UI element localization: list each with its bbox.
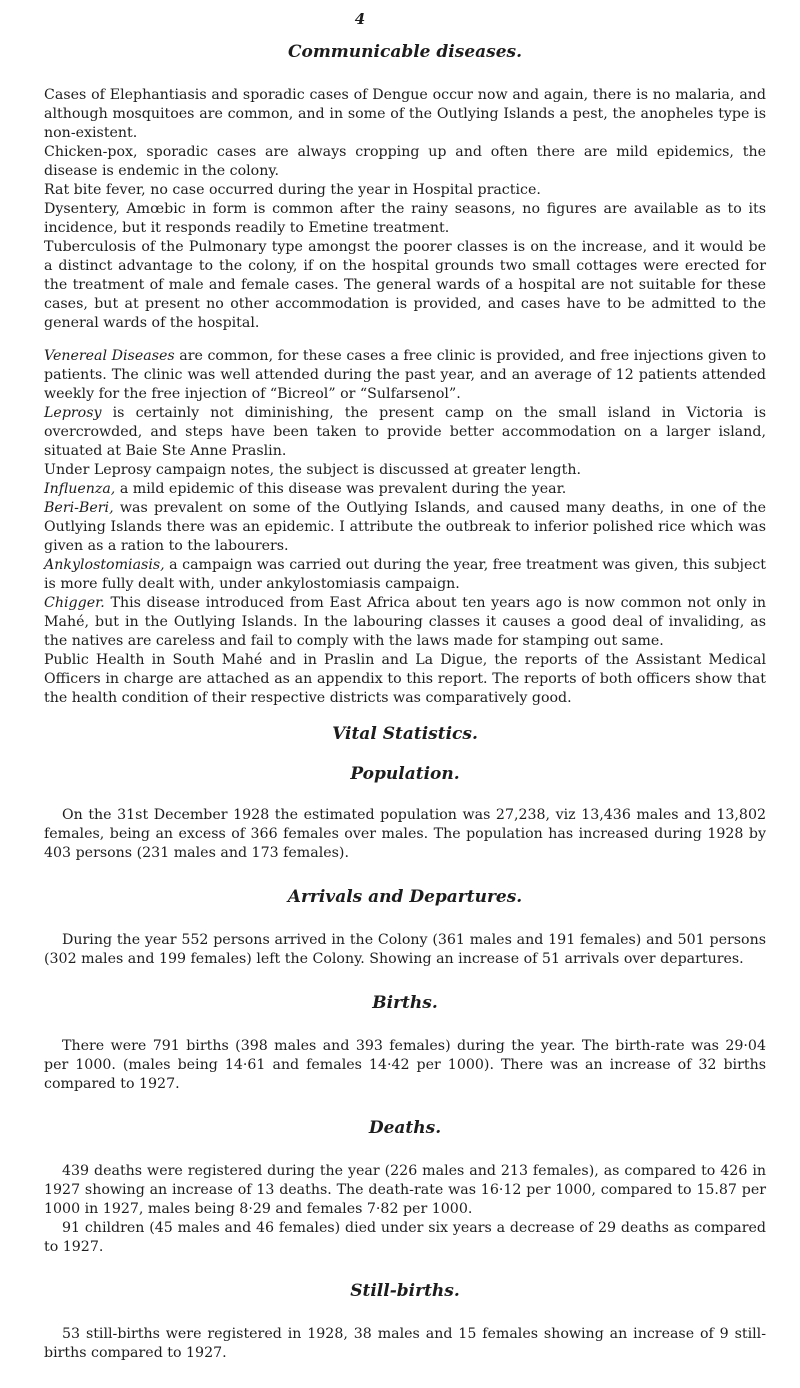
document-page [44,10,766,1363]
paragraph-population: On the 31st December 1928 the estimated population was 27,238, viz 13,436 males and 13,802 females, being an excess of 366 females over males. The population has increased during 1928 by 403 persons (231 males and 173 females). [44,807,766,861]
paragraph-rat-bite-fever: Rat bite fever, no case occurred during the year in Hospital practice. [44,182,541,198]
paragraph-births: There were 791 births (398 males and 393 females) during the year. The birth-rate was 29·04 per 1000. (males being 14·61 and females 14·42 per 1000). There was an increase of 32 births compared to 1927. [44,1038,766,1092]
paragraph-leprosy-note: Under Leprosy campaign notes, the subject is discussed at greater length. [44,462,581,478]
heading-still-births: Still-births. [350,1281,460,1301]
heading-communicable-diseases: Communicable diseases. [287,42,523,62]
text-influenza: a mild epidemic of this disease was prevalent during the year. [115,481,567,497]
paragraph-tuberculosis: Tuberculosis of the Pulmonary type amongst the poorer classes is on the increase, and it would be a distinct advantage to the colony, if on the hospital grounds two small cottages were erected for the treatment of male and female cases. The general wards of a hospital are not suitable for these cases, but at present no other accommodation is provided, and cases have to be admitted to the general wards of the hospital. [44,239,766,331]
paragraph-leprosy [44,404,766,461]
paragraph-still-births: 53 still-births were registered in 1928, 38 males and 15 females showing an increase of 9 still-births compared to 1927. [44,1326,766,1361]
heading-arrivals-departures: Arrivals and Departures. [287,887,523,907]
paragraph-child-deaths: 91 children (45 males and 46 females) died under six years a decrease of 29 deaths as compared to 1927. [44,1220,766,1255]
text-chigger: This disease introduced from East Africa about ten years ago is now common not only in Mahé, but in the Outlying Islands. In the labouring classes it causes a good deal of invaliding, as the natives are careless and fail to comply with the laws made for stamping out same. [44,595,766,649]
paragraph-beri-beri [44,499,766,556]
text-beri-beri: was prevalent on some of the Outlying Islands, and caused many deaths, in one of the Outlying Islands there was an epidemic. I attribute the outbreak to inferior polished rice which was given as a ration to the labourers. [44,500,766,554]
paragraph-arrivals: During the year 552 persons arrived in the Colony (361 males and 191 females) and 501 persons (302 males and 199 females) left the Colony. Showing an increase of 51 arrivals over departures. [44,932,766,967]
paragraph-deaths: 439 deaths were registered during the year (226 males and 213 females), as compared to 426 in 1927 showing an increase of 13 deaths. The death-rate was 16·12 per 1000, compared to 15.87 per 1000 in 1927, males being 8·29 and females 7·82 per 1000. [44,1163,766,1217]
term-beri-beri: Beri-Beri, [44,500,114,516]
page-number: 4 [354,10,366,28]
heading-births: Births. [372,993,438,1013]
text-venereal-diseases: are common, for these cases a free clinic is provided, and free injections given to patients. The clinic was well attended during the past year, and an average of 12 patients attended weekly for the free injection of “Bicreol” or “Sulfarsenol”. [44,348,767,402]
paragraph-influenza [44,480,766,499]
term-chigger: Chigger. [44,595,105,611]
text-ankylostomiasis: a campaign was carried out during the year, free treatment was given, this subject is more fully dealt with, under ankylostomiasis campaign. [44,557,766,592]
heading-deaths: Deaths. [368,1118,442,1138]
paragraph-chicken-pox: Chicken-pox, sporadic cases are always cropping up and often there are mild epidemics, the disease is endemic in the colony. [44,144,766,179]
heading-population: Population. [350,764,460,784]
paragraph-venereal-diseases [44,347,766,404]
term-ankylostomiasis: Ankylostomiasis, [44,557,165,573]
text-leprosy: is certainly not diminishing, the present camp on the small island in Victoria is overcrowded, and steps have been taken to provide better accommodation on a larger island, situated at Baie Ste Anne Praslin. [44,405,766,459]
paragraph-elephantiasis: Cases of Elephantiasis and sporadic cases of Dengue occur now and again, there is no malaria, and although mosquitoes are common, and in some of the Outlying Islands a pest, the anopheles type is non-existent. [44,87,766,141]
heading-vital-statistics: Vital Statistics. [332,724,478,744]
paragraph-chigger [44,594,766,651]
term-leprosy: Leprosy [44,405,102,421]
paragraph-ankylostomiasis [44,556,766,594]
term-influenza: Influenza, [44,481,116,497]
paragraph-public-health: Public Health in South Mahé and in Praslin and La Digue, the reports of the Assistant Medical Officers in charge are attached as an appendix to this report. The reports of both officers show that the health condition of their respective districts was comparatively good. [44,652,766,706]
paragraph-dysentery: Dysentery, Amœbic in form is common after the rainy seasons, no figures are available as to its incidence, but it responds readily to Emetine treatment. [44,201,766,236]
term-venereal-diseases: Venereal Diseases [44,348,175,364]
